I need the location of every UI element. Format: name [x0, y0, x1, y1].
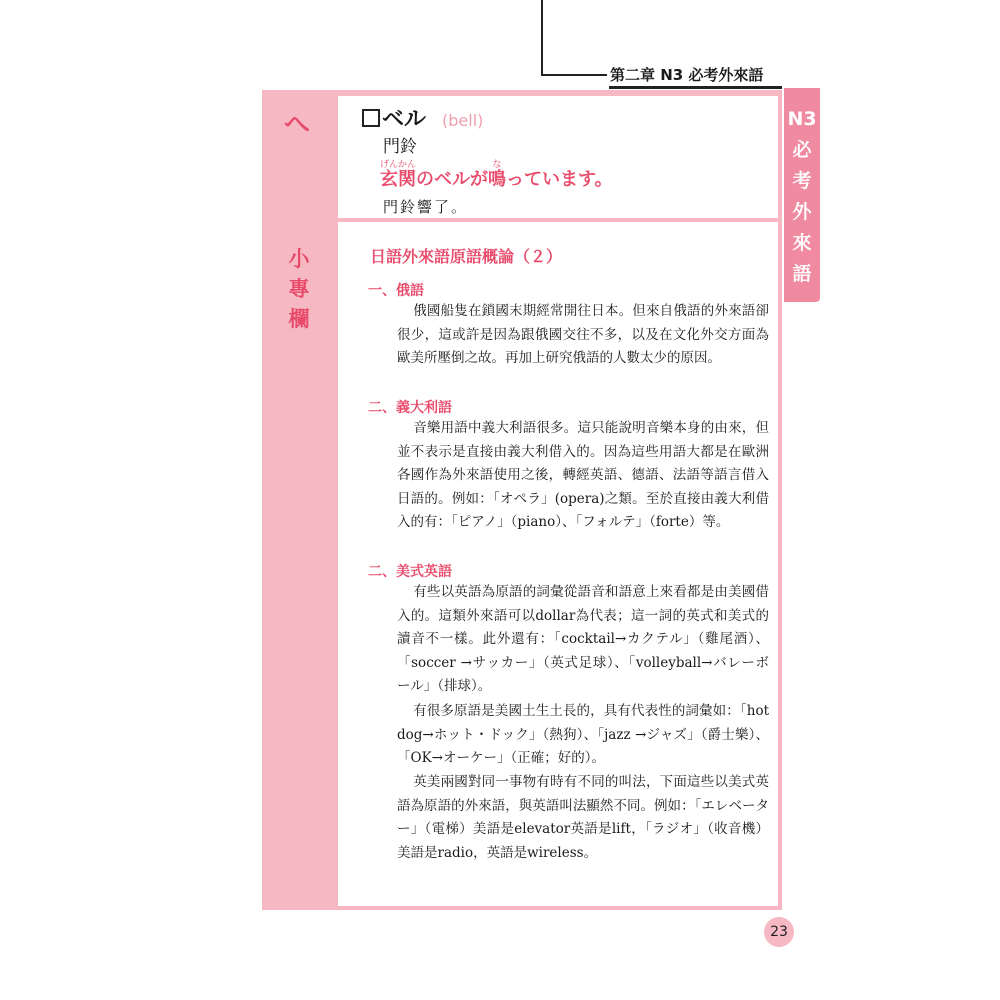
section-heading: 二、義大利語 — [368, 400, 452, 416]
section-heading: 二、美式英語 — [368, 564, 452, 580]
ruby-word: 玄関げんかん — [380, 160, 417, 190]
header-rule-horizontal — [541, 74, 607, 76]
side-tab-char: N3 — [787, 108, 817, 130]
paragraph: 音樂用語中義大利語很多。這只能說明音樂本身的由來，但並不表示是直接由義大利借入的。因為這些用語大都是在歐洲各國作為外來語使用之後，轉經英語、德語、法語等語言借入日語的。例如：「オペラ」(opera)之類。至於直接由義大利借入的有：「ピアノ」（piano）、「フォルテ」（forte）等。 — [397, 420, 769, 530]
entry-origin: (bell) — [442, 111, 484, 130]
header-underline — [609, 86, 782, 89]
side-tab-char: 語 — [792, 263, 812, 285]
side-tab-char: 必 — [792, 139, 812, 161]
checkbox-icon[interactable] — [362, 109, 380, 127]
ruby-word: 鳴な — [488, 160, 507, 190]
section-divider — [262, 218, 782, 222]
chapter-side-tab — [784, 88, 820, 302]
paragraph: 英美兩國對同一事物有時有不同的叫法，下面這些以美式英語為原語的外來語，與英語叫法顯然不同。例如：「エレベーター」（電梯）美語是elevator英語是lift，「ラジオ」（收音機）美語是radio，英語是wireless。 — [397, 774, 769, 861]
column-title: 日語外來語原語概論（２） — [370, 247, 563, 266]
header-rule-vertical — [541, 0, 543, 76]
side-tab-char: 來 — [792, 232, 812, 254]
side-tab-char: 外 — [792, 201, 812, 223]
example-translation: 門鈴響了。 — [383, 198, 469, 216]
paragraph: 有很多原語是美國土生土長的，具有代表性的詞彙如：「hot dog→ホット・ドック」（熱狗）、「jazz →ジャズ」（爵士樂）、「OK→オーケー」（正確；好的）。 — [397, 703, 769, 766]
section-heading: 一、俄語 — [368, 283, 424, 299]
kana-index-label: へ — [284, 110, 311, 140]
paragraph: 有些以英語為原語的詞彙從語音和語意上來看都是由美國借入的。這類外來語可以dollar為代表；這一詞的英式和美式的讀音不一樣。此外還有：「cocktail→カクテル」（雞尾酒）、「soccer →サッカー」（英式足球）、「volleyball→バレーボール」（排球）。 — [397, 584, 769, 694]
column-label-char: 欄 — [288, 307, 310, 331]
chapter-title: 第二章 N3 必考外來語 — [610, 66, 764, 84]
entry-meaning: 門鈴 — [383, 137, 417, 157]
column-label-char: 小 — [288, 247, 310, 271]
entry-headword — [362, 102, 483, 133]
paragraph: 俄國船隻在鎖國末期經常開往日本。但來自俄語的外來語卻很少，這或許是因為跟俄國交往不多，以及在文化外交方面為歐美所壓倒之故。再加上研究俄語的人數太少的原因。 — [397, 303, 769, 366]
entry-word: ベル — [382, 107, 427, 132]
column-label-char: 專 — [288, 277, 310, 301]
column-label — [286, 244, 312, 334]
side-tab-char: 考 — [792, 170, 812, 192]
example-sentence: 玄関げんかんのベルが鳴なっています。 — [380, 160, 613, 190]
page-number: 23 — [764, 917, 794, 947]
